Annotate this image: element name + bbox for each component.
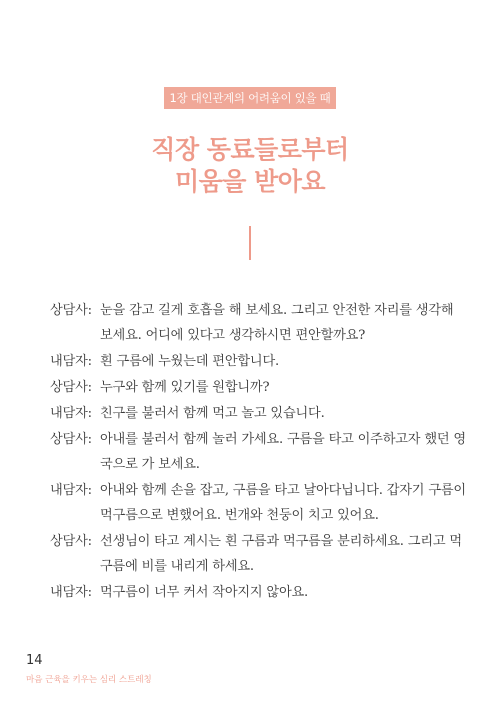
title-line-2: 미움을 받아요 — [174, 167, 326, 196]
dialogue-line — [50, 298, 460, 348]
dialogue-text: 흰 구름에 누웠는데 편안합니다. — [100, 354, 279, 369]
dialogue-text: 국으로 가 보세요. — [100, 457, 200, 472]
dialogue-text: 선생님이 타고 계시는 흰 구름과 먹구름을 분리하세요. 그리고 먹 — [100, 534, 462, 549]
book-title-footer: 마음 근육을 키우는 심리 스트레칭 — [26, 675, 152, 685]
dialogue-text: 누구와 함께 있기를 원합니까? — [100, 380, 270, 395]
dialogue-text: 친구를 불러서 함께 먹고 놀고 있습니다. — [100, 406, 325, 421]
dialogue-text: 보세요. 어디에 있다고 생각하시면 편안할까요? — [100, 328, 366, 343]
dialogue-text: 구름에 비를 내리게 하세요. — [100, 559, 254, 574]
page-title — [0, 134, 500, 198]
speaker-label: 상담사: — [50, 380, 92, 395]
dialogue-text: 아내를 불러서 함께 놀러 가세요. 구름을 타고 이주하고자 했던 영 — [100, 432, 466, 447]
dialogue-line — [50, 580, 460, 605]
dialogue-line — [50, 349, 460, 374]
dialogue-text: 아내와 함께 손을 잡고, 구름을 타고 날아다닙니다. 갑자기 구름이 — [100, 483, 466, 498]
speaker-label: 상담사: — [50, 303, 92, 318]
page-number: 14 — [26, 653, 43, 668]
dialogue-line — [50, 478, 466, 528]
speaker-label: 내담자: — [50, 483, 92, 498]
dialogue-line — [50, 375, 460, 400]
speaker-label: 상담사: — [50, 534, 92, 549]
dialogue-text: 눈을 감고 길게 호흡을 해 보세요. 그리고 안전한 자리를 생각해 — [100, 303, 454, 318]
speaker-label: 내담자: — [50, 585, 92, 600]
speaker-label: 내담자: — [50, 406, 92, 421]
divider — [249, 226, 251, 260]
dialogue-text: 먹구름으로 변했어요. 번개와 천둥이 치고 있어요. — [100, 508, 379, 523]
speaker-label: 상담사: — [50, 432, 92, 447]
dialogue-text: 먹구름이 너무 커서 작아지지 않아요. — [100, 585, 309, 600]
dialogue-line — [50, 529, 460, 579]
dialogue — [50, 298, 466, 606]
dialogue-line — [50, 427, 466, 477]
title-line-1: 직장 동료들로부터 — [151, 135, 349, 164]
dialogue-line — [50, 401, 460, 426]
chapter-tag: 1장 대인관계의 어려움이 있을 때 — [164, 87, 336, 109]
speaker-label: 내담자: — [50, 354, 92, 369]
